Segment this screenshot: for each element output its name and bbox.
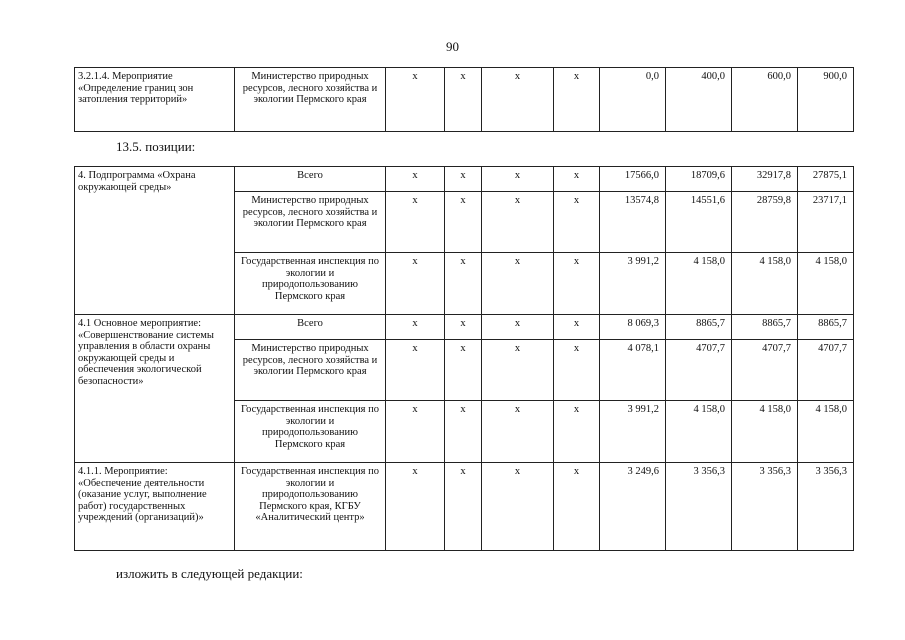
code-cell: x xyxy=(386,463,445,551)
code-cell: x xyxy=(445,68,482,132)
code-cell: x xyxy=(445,315,482,340)
code-cell: x xyxy=(445,401,482,463)
value-cell: 23717,1 xyxy=(798,192,854,253)
value-cell: 900,0 xyxy=(798,68,854,132)
value-cell: 4 078,1 xyxy=(600,340,666,401)
code-cell: x xyxy=(445,192,482,253)
row-name: 4. Подпрограмма «Охрана окружающей среды» xyxy=(75,167,235,315)
code-cell: x xyxy=(554,167,600,192)
value-cell: 400,0 xyxy=(666,68,732,132)
code-cell: x xyxy=(386,401,445,463)
code-cell: x xyxy=(386,315,445,340)
value-cell: 27875,1 xyxy=(798,167,854,192)
code-cell: x xyxy=(554,68,600,132)
code-cell: x xyxy=(386,68,445,132)
value-cell: 8865,7 xyxy=(732,315,798,340)
responsible-cell: Министерство природных ресурсов, лесного хозяйства и экологии Пермского края xyxy=(235,340,386,401)
page-number: 90 xyxy=(446,39,459,54)
measures-table-main xyxy=(74,166,854,551)
row-name: 4.1 Основное мероприятие: «Совершенствование системы управления в области охраны окружающей среды и обеспечения экологической безопасности» xyxy=(75,315,235,463)
responsible-cell: Государственная инспекция по экологии и природопользованию Пермского края, КГБУ «Аналитический центр» xyxy=(235,463,386,551)
measures-table-top xyxy=(74,67,854,132)
value-cell: 4 158,0 xyxy=(666,401,732,463)
value-cell: 3 249,6 xyxy=(600,463,666,551)
value-cell: 4 158,0 xyxy=(732,253,798,315)
responsible-cell: Министерство природных ресурсов, лесного хозяйства и экологии Пермского края xyxy=(235,192,386,253)
responsible-cell: Министерство природных ресурсов, лесного хозяйства и экологии Пермского края xyxy=(235,68,386,132)
table-row xyxy=(75,315,854,340)
code-cell: x xyxy=(482,253,554,315)
section-heading: 13.5. позиции: xyxy=(116,139,196,154)
value-cell: 4707,7 xyxy=(798,340,854,401)
value-cell: 17566,0 xyxy=(600,167,666,192)
code-cell: x xyxy=(386,192,445,253)
value-cell: 14551,6 xyxy=(666,192,732,253)
code-cell: x xyxy=(386,340,445,401)
responsible-cell: Государственная инспекция по экологии и природопользованию Пермского края xyxy=(235,253,386,315)
table-row xyxy=(75,68,854,132)
code-cell: x xyxy=(554,253,600,315)
value-cell: 4707,7 xyxy=(732,340,798,401)
value-cell: 3 356,3 xyxy=(732,463,798,551)
code-cell: x xyxy=(445,167,482,192)
code-cell: x xyxy=(386,167,445,192)
code-cell: x xyxy=(482,68,554,132)
value-cell: 0,0 xyxy=(600,68,666,132)
row-name: 4.1.1. Мероприятие: «Обеспечение деятельности (оказание услуг, выполнение работ) государственных учреждений (организаций)» xyxy=(75,463,235,551)
code-cell: x xyxy=(482,167,554,192)
table-row xyxy=(75,463,854,551)
code-cell: x xyxy=(482,463,554,551)
code-cell: x xyxy=(445,253,482,315)
closing-text: изложить в следующей редакции: xyxy=(116,566,303,581)
value-cell: 28759,8 xyxy=(732,192,798,253)
code-cell: x xyxy=(482,315,554,340)
code-cell: x xyxy=(482,340,554,401)
value-cell: 4 158,0 xyxy=(732,401,798,463)
value-cell: 3 356,3 xyxy=(798,463,854,551)
code-cell: x xyxy=(554,315,600,340)
value-cell: 4 158,0 xyxy=(666,253,732,315)
value-cell: 32917,8 xyxy=(732,167,798,192)
value-cell: 18709,6 xyxy=(666,167,732,192)
code-cell: x xyxy=(554,192,600,253)
row-name: 3.2.1.4. Мероприятие «Определение границ зон затопления территорий» xyxy=(75,68,235,132)
value-cell: 8865,7 xyxy=(666,315,732,340)
responsible-cell: Государственная инспекция по экологии и природопользованию Пермского края xyxy=(235,401,386,463)
responsible-cell: Всего xyxy=(235,167,386,192)
value-cell: 3 991,2 xyxy=(600,401,666,463)
value-cell: 600,0 xyxy=(732,68,798,132)
value-cell: 3 991,2 xyxy=(600,253,666,315)
responsible-cell: Всего xyxy=(235,315,386,340)
code-cell: x xyxy=(554,401,600,463)
value-cell: 4 158,0 xyxy=(798,253,854,315)
table-row xyxy=(75,167,854,192)
code-cell: x xyxy=(554,463,600,551)
value-cell: 4707,7 xyxy=(666,340,732,401)
value-cell: 13574,8 xyxy=(600,192,666,253)
code-cell: x xyxy=(445,340,482,401)
value-cell: 3 356,3 xyxy=(666,463,732,551)
code-cell: x xyxy=(482,401,554,463)
value-cell: 4 158,0 xyxy=(798,401,854,463)
code-cell: x xyxy=(386,253,445,315)
code-cell: x xyxy=(445,463,482,551)
value-cell: 8865,7 xyxy=(798,315,854,340)
code-cell: x xyxy=(482,192,554,253)
code-cell: x xyxy=(554,340,600,401)
value-cell: 8 069,3 xyxy=(600,315,666,340)
